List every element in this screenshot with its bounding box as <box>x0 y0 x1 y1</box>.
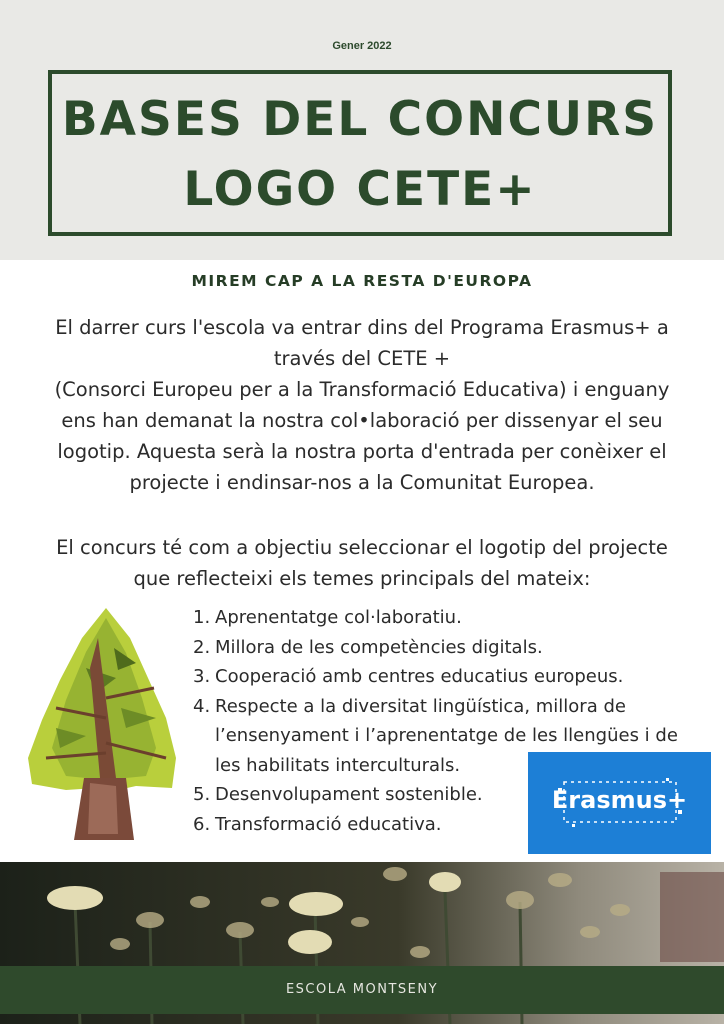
erasmus-logo <box>528 752 711 854</box>
title-line-1: BASES DEL CONCURS <box>61 92 659 147</box>
objective-line: que reflecteixi els temes principals del mateix: <box>133 567 591 590</box>
intro-line: projecte i endinsar-nos a la Comunitat Europea. <box>129 471 595 494</box>
list-item <box>193 633 708 663</box>
issue-date: Gener 2022 <box>332 40 392 52</box>
list-number: 3. <box>193 666 211 687</box>
erasmus-logo-text: Erasmus+ <box>551 786 688 814</box>
list-text: Desenvolupament sostenible. <box>215 784 483 805</box>
list-number: 4. <box>193 695 211 717</box>
list-number: 1. <box>193 607 211 628</box>
intro-line: ens han demanat la nostra col•laboració per dissenyar el seu <box>61 409 663 432</box>
list-text: Aprenentatge col·laboratiu. <box>215 607 462 628</box>
title-box <box>48 70 672 236</box>
list-text: Respecte a la diversitat lingüística, millora de <box>215 695 626 717</box>
list-text: Cooperació amb centres educatius europeus. <box>215 666 624 687</box>
intro-line: El darrer curs l'escola va entrar dins del Programa Erasmus+ a <box>55 316 669 339</box>
list-item <box>193 603 708 633</box>
list-text: l’ensenyament i l’aprenentatge de les llengües i de <box>215 725 678 746</box>
list-text: Millora de les competències digitals. <box>215 636 543 658</box>
intro-line: través del CETE + <box>273 347 451 370</box>
header-band <box>0 0 724 260</box>
intro-paragraph <box>30 312 694 498</box>
school-name: ESCOLA MONTSENY <box>285 982 439 997</box>
intro-line: (Consorci Europeu per a la Transformació Educativa) i enguany <box>54 378 670 401</box>
objective-paragraph <box>30 532 694 594</box>
tree-collage-image <box>26 608 186 840</box>
list-text: les habilitats interculturals. <box>215 754 461 776</box>
title-line-2: LOGO CETE+ <box>183 162 537 217</box>
intro-line: logotip. Aquesta serà la nostra porta d'entrada per conèixer el <box>57 440 667 463</box>
list-number: 5. <box>193 784 211 805</box>
objective-line: El concurs té com a objectiu seleccionar el logotip del projecte <box>56 536 668 559</box>
list-number: 2. <box>193 636 211 658</box>
section-subtitle: MIREM CAP A LA RESTA D'EUROPA <box>191 272 533 290</box>
list-item <box>193 662 708 692</box>
list-text: Transformació educativa. <box>215 813 442 835</box>
list-number: 6. <box>193 813 211 835</box>
